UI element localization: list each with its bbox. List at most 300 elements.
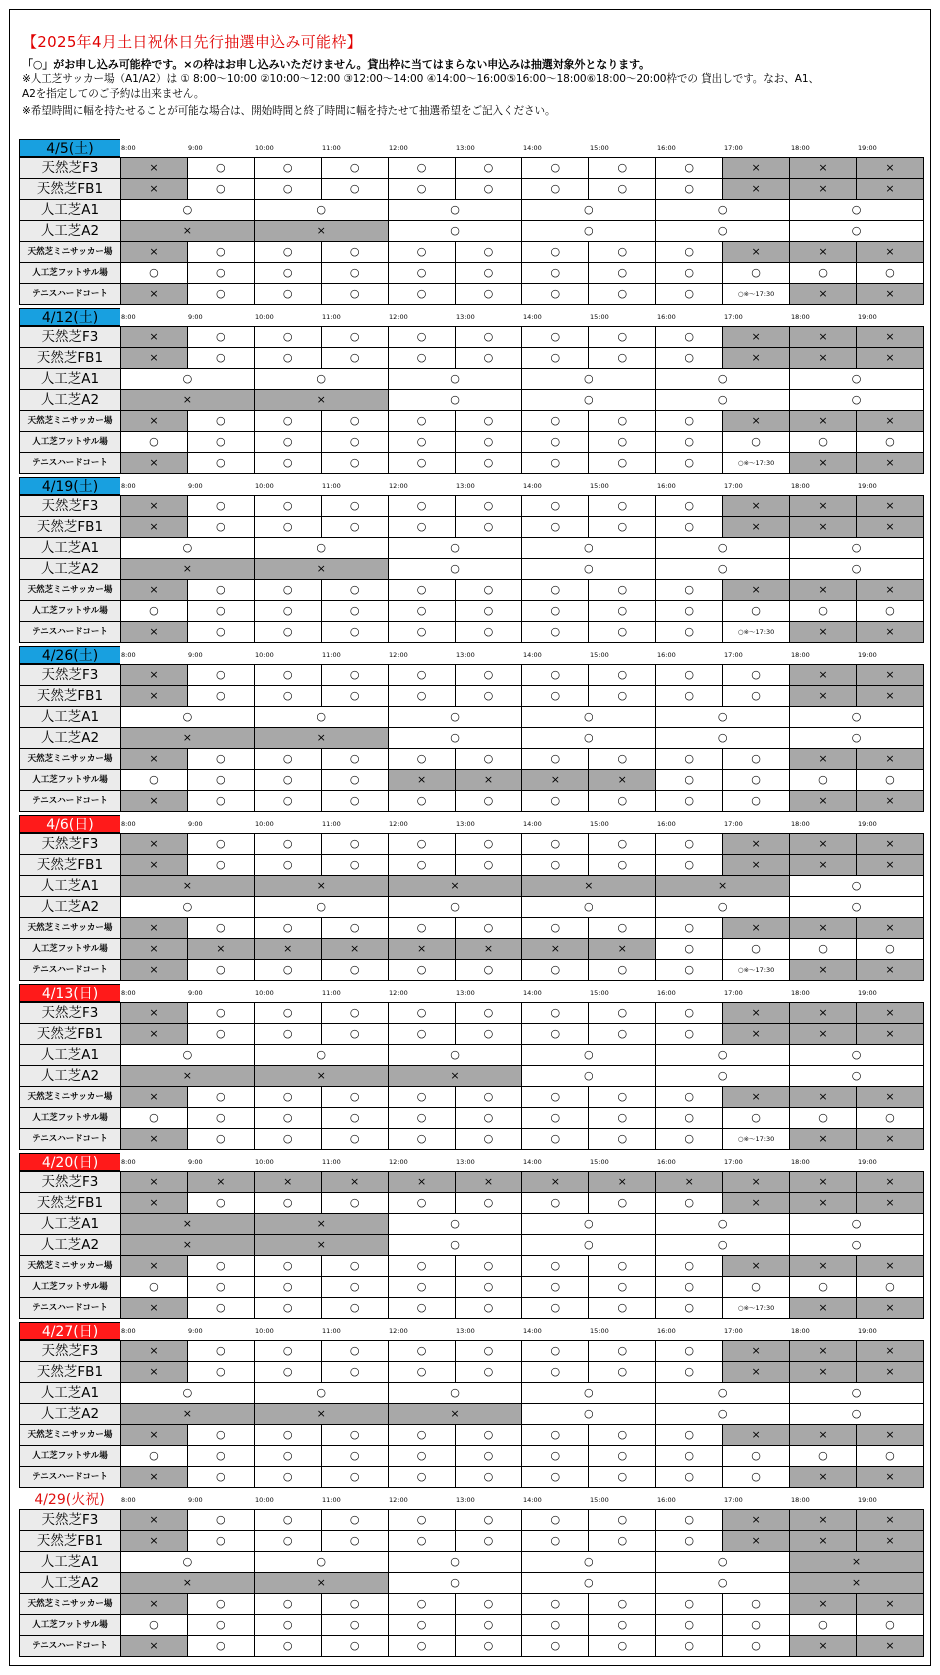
slot-available[interactable]: ○ <box>589 918 656 939</box>
slot-unavailable[interactable]: × <box>856 1087 923 1108</box>
slot-unavailable[interactable]: × <box>321 939 388 960</box>
slot-unavailable[interactable]: × <box>120 1235 254 1256</box>
slot-unavailable[interactable]: × <box>120 327 187 348</box>
slot-unavailable[interactable]: × <box>790 1594 857 1615</box>
slot-available[interactable]: ○ <box>388 897 522 918</box>
slot-unavailable[interactable]: × <box>388 770 455 791</box>
slot-available[interactable]: ○ <box>589 1087 656 1108</box>
slot-available[interactable]: ○ <box>522 1045 656 1066</box>
slot-available[interactable]: ○ <box>120 897 254 918</box>
slot-available[interactable]: ○ <box>321 1467 388 1488</box>
slot-available[interactable]: ○ <box>790 1383 924 1404</box>
slot-available[interactable]: ○ <box>790 200 924 221</box>
slot-available[interactable]: ○ <box>321 1531 388 1552</box>
slot-available[interactable]: ○ <box>254 1277 321 1298</box>
slot-available[interactable]: ○ <box>656 1045 790 1066</box>
slot-available[interactable]: ○ <box>321 1087 388 1108</box>
slot-available[interactable]: ○ <box>388 1024 455 1045</box>
slot-available[interactable]: ○ <box>120 1108 187 1129</box>
slot-available[interactable]: ○ <box>388 1425 455 1446</box>
slot-unavailable[interactable]: × <box>522 1172 589 1193</box>
slot-unavailable[interactable]: × <box>254 728 388 749</box>
slot-available[interactable]: ○ <box>589 1024 656 1045</box>
slot-available[interactable]: ○ <box>856 1615 923 1636</box>
slot-available[interactable]: ○ <box>522 1362 589 1383</box>
slot-available[interactable]: ○ <box>321 517 388 538</box>
slot-available[interactable]: ○ <box>388 1573 522 1594</box>
slot-available[interactable]: ○ <box>187 1425 254 1446</box>
slot-unavailable[interactable]: × <box>723 855 790 876</box>
slot-unavailable[interactable]: × <box>522 876 656 897</box>
slot-unavailable[interactable]: × <box>120 580 187 601</box>
slot-available[interactable]: ○ <box>522 1066 656 1087</box>
slot-unavailable[interactable]: × <box>856 580 923 601</box>
slot-unavailable[interactable]: × <box>790 834 857 855</box>
slot-unavailable[interactable]: × <box>790 453 857 474</box>
slot-available[interactable]: ○ <box>522 1510 589 1531</box>
slot-available[interactable]: ○ <box>522 1531 589 1552</box>
slot-available[interactable]: ○ <box>656 855 723 876</box>
slot-unavailable[interactable]: × <box>723 517 790 538</box>
slot-available[interactable]: ○ <box>656 327 723 348</box>
slot-unavailable[interactable]: × <box>120 559 254 580</box>
slot-available[interactable]: ○ <box>790 538 924 559</box>
slot-available[interactable]: ○ <box>388 855 455 876</box>
slot-available[interactable]: ○ <box>388 1383 522 1404</box>
slot-available[interactable]: ○ <box>589 284 656 305</box>
slot-available[interactable]: ○ <box>522 601 589 622</box>
slot-available[interactable]: ○ <box>254 770 321 791</box>
slot-available[interactable]: ○ <box>254 496 321 517</box>
slot-available[interactable]: ○ <box>656 284 723 305</box>
slot-unavailable[interactable]: × <box>790 1003 857 1024</box>
slot-available[interactable]: ○ <box>120 432 187 453</box>
slot-available[interactable]: ○ <box>254 517 321 538</box>
slot-available[interactable]: ○ <box>656 1552 790 1573</box>
slot-available[interactable]: ○ <box>656 559 790 580</box>
slot-unavailable[interactable]: × <box>856 158 923 179</box>
slot-available[interactable]: ○ <box>589 1193 656 1214</box>
slot-available[interactable]: ○ <box>656 1129 723 1150</box>
slot-unavailable[interactable]: × <box>856 1172 923 1193</box>
slot-available-until-1730[interactable]: ○※～17:30 <box>723 1298 790 1319</box>
slot-available[interactable]: ○ <box>254 918 321 939</box>
slot-available[interactable]: ○ <box>187 1341 254 1362</box>
slot-unavailable[interactable]: × <box>120 918 187 939</box>
slot-available[interactable]: ○ <box>656 453 723 474</box>
slot-available[interactable]: ○ <box>321 1277 388 1298</box>
slot-available[interactable]: ○ <box>187 834 254 855</box>
slot-available[interactable]: ○ <box>589 791 656 812</box>
slot-available[interactable]: ○ <box>187 855 254 876</box>
slot-available[interactable]: ○ <box>187 432 254 453</box>
slot-available[interactable]: ○ <box>187 622 254 643</box>
slot-available[interactable]: ○ <box>522 496 589 517</box>
slot-available[interactable]: ○ <box>656 1594 723 1615</box>
slot-available[interactable]: ○ <box>522 432 589 453</box>
slot-available[interactable]: ○ <box>321 432 388 453</box>
slot-available[interactable]: ○ <box>120 601 187 622</box>
slot-unavailable[interactable]: × <box>856 179 923 200</box>
slot-unavailable[interactable]: × <box>856 1362 923 1383</box>
slot-available[interactable]: ○ <box>254 432 321 453</box>
slot-unavailable[interactable]: × <box>723 1193 790 1214</box>
slot-available[interactable]: ○ <box>388 369 522 390</box>
slot-unavailable[interactable]: × <box>723 918 790 939</box>
slot-unavailable[interactable]: × <box>790 1636 857 1657</box>
slot-unavailable[interactable]: × <box>120 496 187 517</box>
slot-available[interactable]: ○ <box>388 1531 455 1552</box>
slot-available[interactable]: ○ <box>321 327 388 348</box>
slot-available[interactable]: ○ <box>656 348 723 369</box>
slot-unavailable[interactable]: × <box>856 496 923 517</box>
slot-available[interactable]: ○ <box>455 1446 522 1467</box>
slot-available[interactable]: ○ <box>856 432 923 453</box>
slot-available[interactable]: ○ <box>522 1003 589 1024</box>
slot-available[interactable]: ○ <box>589 158 656 179</box>
slot-available[interactable]: ○ <box>321 496 388 517</box>
slot-available[interactable]: ○ <box>388 960 455 981</box>
slot-unavailable[interactable]: × <box>790 517 857 538</box>
slot-available[interactable]: ○ <box>790 707 924 728</box>
slot-available[interactable]: ○ <box>187 1594 254 1615</box>
slot-available[interactable]: ○ <box>656 1467 723 1488</box>
slot-available[interactable]: ○ <box>187 1615 254 1636</box>
slot-available[interactable]: ○ <box>455 158 522 179</box>
slot-available[interactable]: ○ <box>656 1425 723 1446</box>
slot-available[interactable]: ○ <box>254 348 321 369</box>
slot-unavailable[interactable]: × <box>254 221 388 242</box>
slot-available[interactable]: ○ <box>656 707 790 728</box>
slot-available[interactable]: ○ <box>120 1615 187 1636</box>
slot-available[interactable]: ○ <box>589 580 656 601</box>
slot-available[interactable]: ○ <box>656 897 790 918</box>
slot-available[interactable]: ○ <box>187 960 254 981</box>
slot-unavailable[interactable]: × <box>723 1172 790 1193</box>
slot-available[interactable]: ○ <box>589 749 656 770</box>
slot-available[interactable]: ○ <box>522 1446 589 1467</box>
slot-available[interactable]: ○ <box>455 665 522 686</box>
slot-available[interactable]: ○ <box>656 242 723 263</box>
slot-unavailable[interactable]: × <box>120 411 187 432</box>
slot-available[interactable]: ○ <box>187 1256 254 1277</box>
slot-available[interactable]: ○ <box>187 665 254 686</box>
slot-unavailable[interactable]: × <box>723 1024 790 1045</box>
slot-available[interactable]: ○ <box>388 622 455 643</box>
slot-unavailable[interactable]: × <box>254 876 388 897</box>
slot-available[interactable]: ○ <box>388 1277 455 1298</box>
slot-unavailable[interactable]: × <box>120 1404 254 1425</box>
slot-available[interactable]: ○ <box>254 686 321 707</box>
slot-unavailable[interactable]: × <box>656 1172 723 1193</box>
slot-available[interactable]: ○ <box>455 453 522 474</box>
slot-available[interactable]: ○ <box>522 1636 589 1657</box>
slot-unavailable[interactable]: × <box>856 242 923 263</box>
slot-available[interactable]: ○ <box>187 1510 254 1531</box>
slot-available[interactable]: ○ <box>321 770 388 791</box>
slot-unavailable[interactable]: × <box>856 453 923 474</box>
slot-available[interactable]: ○ <box>656 686 723 707</box>
slot-available[interactable]: ○ <box>455 1108 522 1129</box>
slot-available[interactable]: ○ <box>321 263 388 284</box>
slot-available[interactable]: ○ <box>522 221 656 242</box>
slot-unavailable[interactable]: × <box>790 1193 857 1214</box>
slot-unavailable[interactable]: × <box>254 1573 388 1594</box>
slot-available[interactable]: ○ <box>522 517 589 538</box>
slot-available[interactable]: ○ <box>522 749 589 770</box>
slot-available[interactable]: ○ <box>522 538 656 559</box>
slot-unavailable[interactable]: × <box>723 327 790 348</box>
slot-available[interactable]: ○ <box>656 1003 723 1024</box>
slot-available[interactable]: ○ <box>455 1087 522 1108</box>
slot-unavailable[interactable]: × <box>187 1172 254 1193</box>
slot-unavailable[interactable]: × <box>723 834 790 855</box>
slot-available[interactable]: ○ <box>455 348 522 369</box>
slot-unavailable[interactable]: × <box>187 939 254 960</box>
slot-available[interactable]: ○ <box>455 1636 522 1657</box>
slot-available[interactable]: ○ <box>388 1298 455 1319</box>
slot-unavailable[interactable]: × <box>254 939 321 960</box>
slot-unavailable[interactable]: × <box>589 939 656 960</box>
slot-unavailable[interactable]: × <box>790 960 857 981</box>
slot-unavailable[interactable]: × <box>856 1003 923 1024</box>
slot-unavailable[interactable]: × <box>790 158 857 179</box>
slot-available[interactable]: ○ <box>254 622 321 643</box>
slot-available[interactable]: ○ <box>388 601 455 622</box>
slot-available[interactable]: ○ <box>455 496 522 517</box>
slot-unavailable[interactable]: × <box>790 1298 857 1319</box>
slot-available[interactable]: ○ <box>522 1129 589 1150</box>
slot-available[interactable]: ○ <box>856 1108 923 1129</box>
slot-available[interactable]: ○ <box>656 1256 723 1277</box>
slot-unavailable[interactable]: × <box>723 1341 790 1362</box>
slot-available[interactable]: ○ <box>187 179 254 200</box>
slot-available[interactable]: ○ <box>254 791 321 812</box>
slot-available[interactable]: ○ <box>656 1615 723 1636</box>
slot-available[interactable]: ○ <box>656 1404 790 1425</box>
slot-available[interactable]: ○ <box>187 1129 254 1150</box>
slot-available[interactable]: ○ <box>790 1045 924 1066</box>
slot-available[interactable]: ○ <box>455 749 522 770</box>
slot-available[interactable]: ○ <box>254 369 388 390</box>
slot-available[interactable]: ○ <box>723 1108 790 1129</box>
slot-available[interactable]: ○ <box>455 1362 522 1383</box>
slot-unavailable[interactable]: × <box>856 1467 923 1488</box>
slot-available[interactable]: ○ <box>321 158 388 179</box>
slot-available[interactable]: ○ <box>455 1594 522 1615</box>
slot-available[interactable]: ○ <box>254 1510 321 1531</box>
slot-available[interactable]: ○ <box>321 179 388 200</box>
slot-available[interactable]: ○ <box>455 1003 522 1024</box>
slot-available[interactable]: ○ <box>656 411 723 432</box>
slot-available[interactable]: ○ <box>388 1256 455 1277</box>
slot-available[interactable]: ○ <box>321 918 388 939</box>
slot-available[interactable]: ○ <box>522 707 656 728</box>
slot-unavailable[interactable]: × <box>723 1425 790 1446</box>
slot-available[interactable]: ○ <box>321 834 388 855</box>
slot-unavailable[interactable]: × <box>856 1341 923 1362</box>
slot-available[interactable]: ○ <box>522 411 589 432</box>
slot-available[interactable]: ○ <box>388 284 455 305</box>
slot-unavailable[interactable]: × <box>856 1024 923 1045</box>
slot-available[interactable]: ○ <box>656 622 723 643</box>
slot-available[interactable]: ○ <box>522 327 589 348</box>
slot-available[interactable]: ○ <box>187 453 254 474</box>
slot-available[interactable]: ○ <box>455 622 522 643</box>
slot-available[interactable]: ○ <box>522 1615 589 1636</box>
slot-available[interactable]: ○ <box>522 1404 656 1425</box>
slot-available[interactable]: ○ <box>254 960 321 981</box>
slot-unavailable[interactable]: × <box>723 1256 790 1277</box>
slot-available[interactable]: ○ <box>522 960 589 981</box>
slot-available[interactable]: ○ <box>656 770 723 791</box>
slot-available[interactable]: ○ <box>254 1024 321 1045</box>
slot-available[interactable]: ○ <box>455 263 522 284</box>
slot-available[interactable]: ○ <box>321 1024 388 1045</box>
slot-available[interactable]: ○ <box>723 601 790 622</box>
slot-available[interactable]: ○ <box>656 1024 723 1045</box>
slot-available[interactable]: ○ <box>254 1552 388 1573</box>
slot-available[interactable]: ○ <box>187 1193 254 1214</box>
slot-unavailable[interactable]: × <box>790 1552 924 1573</box>
slot-available[interactable]: ○ <box>656 960 723 981</box>
slot-available[interactable]: ○ <box>656 601 723 622</box>
slot-available[interactable]: ○ <box>455 601 522 622</box>
slot-unavailable[interactable]: × <box>790 1256 857 1277</box>
slot-available[interactable]: ○ <box>656 390 790 411</box>
slot-available-until-1730[interactable]: ○※～17:30 <box>723 960 790 981</box>
slot-available[interactable]: ○ <box>187 749 254 770</box>
slot-available[interactable]: ○ <box>790 770 857 791</box>
slot-available[interactable]: ○ <box>656 1214 790 1235</box>
slot-unavailable[interactable]: × <box>120 348 187 369</box>
slot-available[interactable]: ○ <box>522 179 589 200</box>
slot-available[interactable]: ○ <box>388 1636 455 1657</box>
slot-available[interactable]: ○ <box>254 284 321 305</box>
slot-unavailable[interactable]: × <box>120 1087 187 1108</box>
slot-available[interactable]: ○ <box>589 411 656 432</box>
slot-available[interactable]: ○ <box>254 538 388 559</box>
slot-available[interactable]: ○ <box>656 432 723 453</box>
slot-available[interactable]: ○ <box>656 1277 723 1298</box>
slot-available[interactable]: ○ <box>589 348 656 369</box>
slot-available[interactable]: ○ <box>455 179 522 200</box>
slot-available[interactable]: ○ <box>254 1256 321 1277</box>
slot-available[interactable]: ○ <box>388 1214 522 1235</box>
slot-available[interactable]: ○ <box>790 1235 924 1256</box>
slot-unavailable[interactable]: × <box>120 686 187 707</box>
slot-available[interactable]: ○ <box>656 1362 723 1383</box>
slot-unavailable[interactable]: × <box>120 939 187 960</box>
slot-available[interactable]: ○ <box>589 1594 656 1615</box>
slot-available[interactable]: ○ <box>187 348 254 369</box>
slot-available[interactable]: ○ <box>723 1467 790 1488</box>
slot-available[interactable]: ○ <box>254 327 321 348</box>
slot-available[interactable]: ○ <box>589 453 656 474</box>
slot-unavailable[interactable]: × <box>120 1425 187 1446</box>
slot-unavailable[interactable]: × <box>856 960 923 981</box>
slot-unavailable[interactable]: × <box>790 1573 924 1594</box>
slot-unavailable[interactable]: × <box>120 1531 187 1552</box>
slot-available[interactable]: ○ <box>254 1383 388 1404</box>
slot-available[interactable]: ○ <box>388 1362 455 1383</box>
slot-unavailable[interactable]: × <box>388 1066 522 1087</box>
slot-available[interactable]: ○ <box>388 517 455 538</box>
slot-unavailable[interactable]: × <box>120 1573 254 1594</box>
slot-available[interactable]: ○ <box>790 263 857 284</box>
slot-available[interactable]: ○ <box>187 1298 254 1319</box>
slot-unavailable[interactable]: × <box>856 1531 923 1552</box>
slot-available[interactable]: ○ <box>187 1362 254 1383</box>
slot-unavailable[interactable]: × <box>790 855 857 876</box>
slot-unavailable[interactable]: × <box>120 517 187 538</box>
slot-available[interactable]: ○ <box>120 200 254 221</box>
slot-unavailable[interactable]: × <box>120 1003 187 1024</box>
slot-available[interactable]: ○ <box>656 1573 790 1594</box>
slot-unavailable[interactable]: × <box>856 1636 923 1657</box>
slot-available[interactable]: ○ <box>254 1531 321 1552</box>
slot-available[interactable]: ○ <box>656 1235 790 1256</box>
slot-unavailable[interactable]: × <box>856 284 923 305</box>
slot-available[interactable]: ○ <box>388 728 522 749</box>
slot-unavailable[interactable]: × <box>856 411 923 432</box>
slot-available[interactable]: ○ <box>388 1129 455 1150</box>
slot-available[interactable]: ○ <box>656 749 723 770</box>
slot-available[interactable]: ○ <box>522 559 656 580</box>
slot-available[interactable]: ○ <box>656 791 723 812</box>
slot-unavailable[interactable]: × <box>388 1172 455 1193</box>
slot-unavailable[interactable]: × <box>254 1214 388 1235</box>
slot-unavailable[interactable]: × <box>321 1172 388 1193</box>
slot-available[interactable]: ○ <box>589 1531 656 1552</box>
slot-available[interactable]: ○ <box>856 1446 923 1467</box>
slot-unavailable[interactable]: × <box>723 158 790 179</box>
slot-available[interactable]: ○ <box>790 1066 924 1087</box>
slot-unavailable[interactable]: × <box>790 1467 857 1488</box>
slot-available[interactable]: ○ <box>254 1425 321 1446</box>
slot-available[interactable]: ○ <box>321 1193 388 1214</box>
slot-available[interactable]: ○ <box>321 1425 388 1446</box>
slot-available[interactable]: ○ <box>790 390 924 411</box>
slot-available[interactable]: ○ <box>187 770 254 791</box>
slot-available[interactable]: ○ <box>522 348 589 369</box>
slot-unavailable[interactable]: × <box>790 1129 857 1150</box>
slot-unavailable[interactable]: × <box>856 665 923 686</box>
slot-available[interactable]: ○ <box>388 1552 522 1573</box>
slot-available[interactable]: ○ <box>522 1024 589 1045</box>
slot-available[interactable]: ○ <box>254 1467 321 1488</box>
slot-available[interactable]: ○ <box>522 1383 656 1404</box>
slot-available[interactable]: ○ <box>723 791 790 812</box>
slot-available[interactable]: ○ <box>187 686 254 707</box>
slot-unavailable[interactable]: × <box>790 1024 857 1045</box>
slot-available[interactable]: ○ <box>388 263 455 284</box>
slot-available[interactable]: ○ <box>522 728 656 749</box>
slot-available[interactable]: ○ <box>388 749 455 770</box>
slot-available[interactable]: ○ <box>656 1298 723 1319</box>
slot-available[interactable]: ○ <box>388 1467 455 1488</box>
slot-available[interactable]: ○ <box>589 1615 656 1636</box>
slot-available[interactable]: ○ <box>254 1615 321 1636</box>
slot-available[interactable]: ○ <box>589 834 656 855</box>
slot-available[interactable]: ○ <box>522 1193 589 1214</box>
slot-unavailable[interactable]: × <box>120 390 254 411</box>
slot-available[interactable]: ○ <box>589 665 656 686</box>
slot-available[interactable]: ○ <box>522 263 589 284</box>
slot-available[interactable]: ○ <box>589 1129 656 1150</box>
slot-unavailable[interactable]: × <box>790 749 857 770</box>
slot-unavailable[interactable]: × <box>790 242 857 263</box>
